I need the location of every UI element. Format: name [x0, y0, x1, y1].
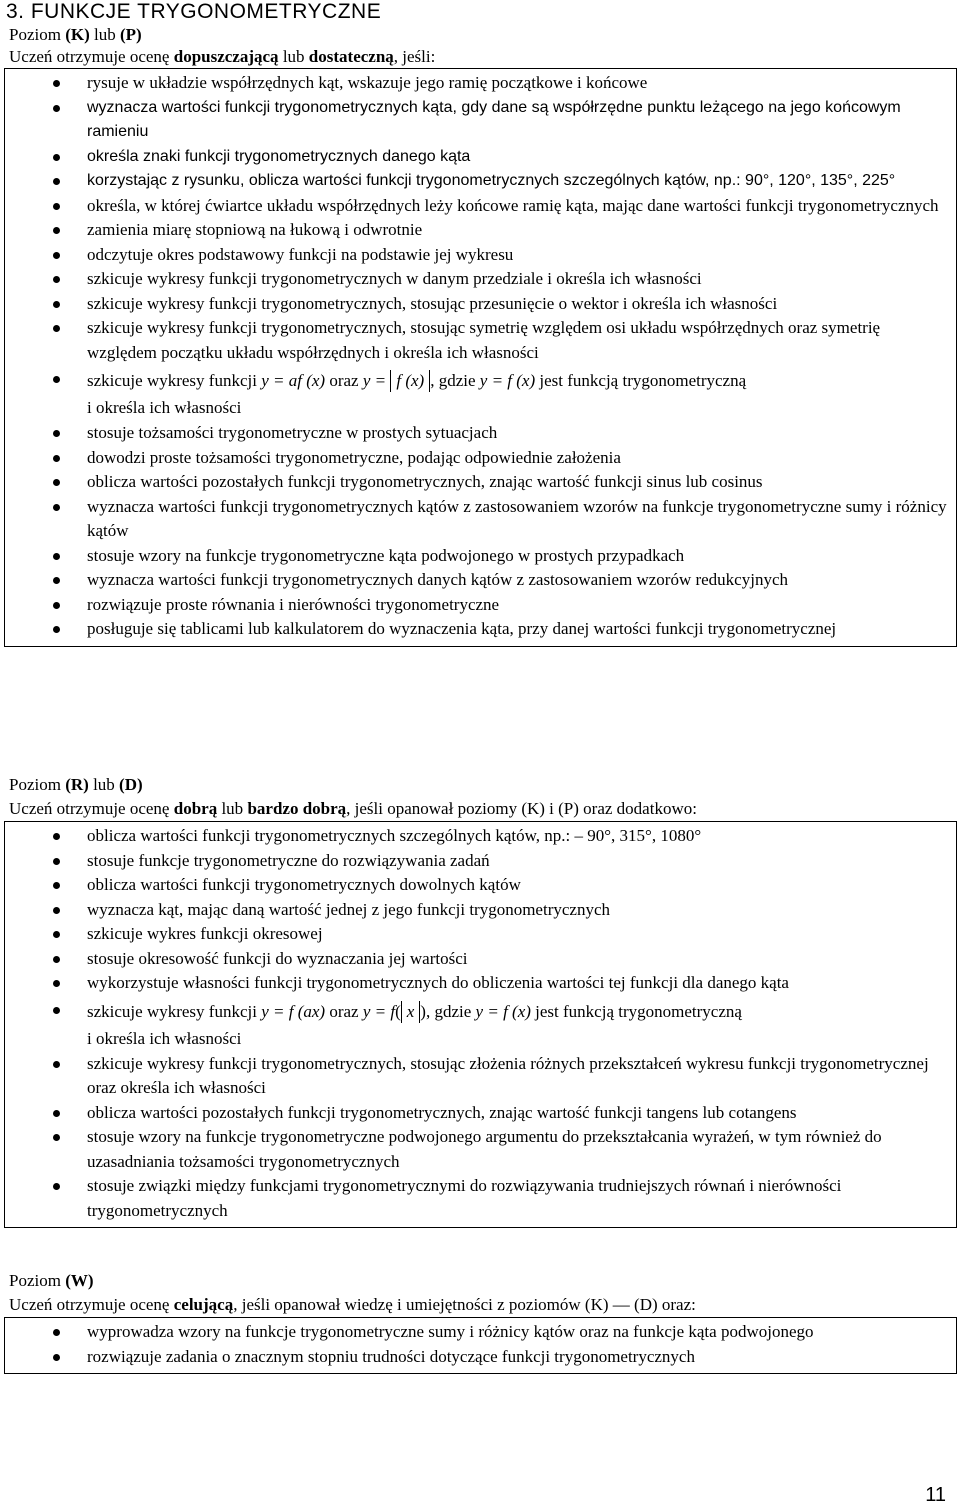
list-item: wyznacza wartości funkcji trygonometrycznych danych kątów z zastosowaniem wzorów redukcyjnych — [5, 568, 956, 593]
list-item: szkicuje wykres funkcji okresowej — [5, 922, 956, 947]
list-item: stosuje okresowość funkcji do wyznaczania jej wartości — [5, 947, 956, 972]
bullet-icon — [53, 203, 60, 210]
list-item: wyznacza wartości funkcji trygonometrycznych kąta, gdy dane są współrzędne punktu leżącego na jego końcowym ramieniu — [5, 96, 956, 145]
list-item: posługuje się tablicami lub kalkulatorem do wyznaczenia kąta, przy danej wartości funkcji trygonometrycznej — [5, 617, 956, 642]
list-item: oblicza wartości pozostałych funkcji trygonometrycznych, znając wartość funkcji tangens lub cotangens — [5, 1101, 956, 1126]
list-item: określa znaki funkcji trygonometrycznych danego kąta — [5, 145, 956, 170]
bullet-icon — [53, 833, 60, 840]
bullet-icon — [53, 430, 60, 437]
page-number: 11 — [925, 1484, 946, 1506]
bullet-icon — [53, 80, 60, 87]
level-kp-intro: Uczeń otrzymuje ocenę dopuszczającą lub dostateczną, jeśli: — [9, 47, 436, 66]
list-item: stosuje wzory na funkcje trygonometryczne kąta podwojonego w prostych przypadkach — [5, 544, 956, 569]
bullet-icon — [53, 504, 60, 511]
list-item: oblicza wartości funkcji trygonometrycznych dowolnych kątów — [5, 873, 956, 898]
level-kp-list — [4, 68, 957, 647]
list-item: szkicuje wykresy funkcji trygonometrycznych w danym przedziale i określa ich własności — [5, 267, 956, 292]
bullet-icon — [53, 455, 60, 462]
bullet-icon — [53, 154, 60, 161]
bullet-icon — [53, 1183, 60, 1190]
list-item: stosuje wzory na funkcje trygonometryczne podwojonego argumentu do przekształcania wyrażeń, w tym również do uzasadniania tożsamości trygonometrycznych — [5, 1125, 956, 1174]
level-w-intro: Uczeń otrzymuje ocenę celującą, jeśli opanował wiedzę i umiejętności z poziomów (K) — (D) oraz: — [9, 1295, 696, 1314]
list-item: zamienia miarę stopniową na łukową i odwrotnie — [5, 218, 956, 243]
bullet-icon — [53, 931, 60, 938]
bullet-icon — [53, 252, 60, 259]
bullet-icon — [53, 1354, 60, 1361]
bullet-icon — [53, 956, 60, 963]
list-item: stosuje związki między funkcjami trygonometrycznymi do rozwiązywania trudniejszych równań i nierówności trygonometrycznych — [5, 1174, 956, 1223]
bullet-icon — [53, 105, 60, 112]
formula: y = af (x) — [261, 371, 326, 390]
bullet-icon — [53, 553, 60, 560]
bullet-icon — [53, 1061, 60, 1068]
section-title: 3. FUNKCJE TRYGONOMETRYCZNE — [6, 0, 382, 23]
list-item: rysuje w układzie współrzędnych kąt, wskazuje jego ramię początkowe i końcowe — [5, 71, 956, 96]
bullet-icon — [53, 882, 60, 889]
list-item: wykorzystuje własności funkcji trygonometrycznych do obliczenia wartości tej funkcji dla danego kąta — [5, 971, 956, 996]
formula: y = f( x ) — [362, 1001, 426, 1021]
bullet-icon — [53, 577, 60, 584]
bullet-icon — [53, 980, 60, 987]
list-item: dowodzi proste tożsamości trygonometryczne, podając odpowiednie założenia — [5, 446, 956, 471]
abs-value: x — [401, 1001, 421, 1023]
bullet-icon — [53, 602, 60, 609]
list-item: szkicuje wykresy funkcji trygonometrycznych, stosując symetrię względem osi układu współrzędnych oraz symetrię względem początku układu współrzędnych i określa ich własności — [5, 316, 956, 365]
bullet-icon — [53, 1007, 60, 1014]
list-item-formula: szkicuje wykresy funkcji y = f (ax) oraz y = f( x ), gdzie y = f (x) jest funkcją trygonometryczną i określa ich własności — [5, 996, 956, 1052]
bullet-icon — [53, 626, 60, 633]
list-item: rozwiązuje proste równania i nierówności trygonometryczne — [5, 593, 956, 618]
formula: y = f (x) — [479, 371, 536, 390]
bullet-icon — [53, 1134, 60, 1141]
list-item: stosuje tożsamości trygonometryczne w prostych sytuacjach — [5, 421, 956, 446]
list-item: wyznacza kąt, mając daną wartość jednej z jego funkcji trygonometrycznych — [5, 898, 956, 923]
list-item: odczytuje okres podstawowy funkcji na podstawie jej wykresu — [5, 243, 956, 268]
list-item-formula: szkicuje wykresy funkcji y = af (x) oraz y = f (x) , gdzie y = f (x) jest funkcją trygonometryczną i określa ich własności — [5, 365, 956, 421]
list-item: stosuje funkcje trygonometryczne do rozwiązywania zadań — [5, 849, 956, 874]
formula: y = f (x) — [475, 1001, 531, 1021]
list-item: szkicuje wykresy funkcji trygonometrycznych, stosując przesunięcie o wektor i określa ich własności — [5, 292, 956, 317]
level-kp-heading: Poziom (K) lub (P) — [9, 25, 142, 44]
bullet-icon — [53, 479, 60, 486]
abs-value: f (x) — [390, 370, 430, 392]
level-rd-intro: Uczeń otrzymuje ocenę dobrą lub bardzo dobrą, jeśli opanował poziomy (K) i (P) oraz dodatkowo: — [9, 799, 697, 818]
level-w-heading: Poziom (W) — [9, 1271, 94, 1290]
formula: y = f (x) — [363, 371, 430, 390]
bullet-icon — [53, 858, 60, 865]
bullet-icon — [53, 301, 60, 308]
level-rd-list — [4, 821, 957, 1228]
list-item: oblicza wartości funkcji trygonometrycznych szczególnych kątów, np.: – 90°, 315°, 1080° — [5, 824, 956, 849]
list-item: określa, w której ćwiartce układu współrzędnych leży końcowe ramię kąta, mając dane wartości funkcji trygonometrycznych — [5, 194, 956, 219]
list-item: oblicza wartości pozostałych funkcji trygonometrycznych, znając wartość funkcji sinus lub cosinus — [5, 470, 956, 495]
list-item: rozwiązuje zadania o znacznym stopniu trudności dotyczące funkcji trygonometrycznych — [5, 1345, 956, 1370]
bullet-icon — [53, 178, 60, 185]
bullet-icon — [53, 325, 60, 332]
list-item: wyprowadza wzory na funkcje trygonometryczne sumy i różnicy kątów oraz na funkcje kąta podwojonego — [5, 1320, 956, 1345]
formula: y = f (ax) — [261, 1001, 326, 1021]
list-item: korzystając z rysunku, oblicza wartości funkcji trygonometrycznych szczególnych kątów, np.: 90°, 120°, 135°, 225° — [5, 169, 956, 194]
list-item: szkicuje wykresy funkcji trygonometrycznych, stosując złożenia różnych przekształceń wykresu funkcji trygonometrycznej oraz określa ich własności — [5, 1052, 956, 1101]
bullet-icon — [53, 276, 60, 283]
bullet-icon — [53, 376, 60, 383]
bullet-icon — [53, 1110, 60, 1117]
level-rd-heading: Poziom (R) lub (D) — [9, 775, 143, 794]
bullet-icon — [53, 1329, 60, 1336]
bullet-icon — [53, 907, 60, 914]
level-w-list — [4, 1317, 957, 1374]
bullet-icon — [53, 227, 60, 234]
list-item: wyznacza wartości funkcji trygonometrycznych kątów z zastosowaniem wzorów na funkcje trygonometryczne sumy i różnicy kątów — [5, 495, 956, 544]
